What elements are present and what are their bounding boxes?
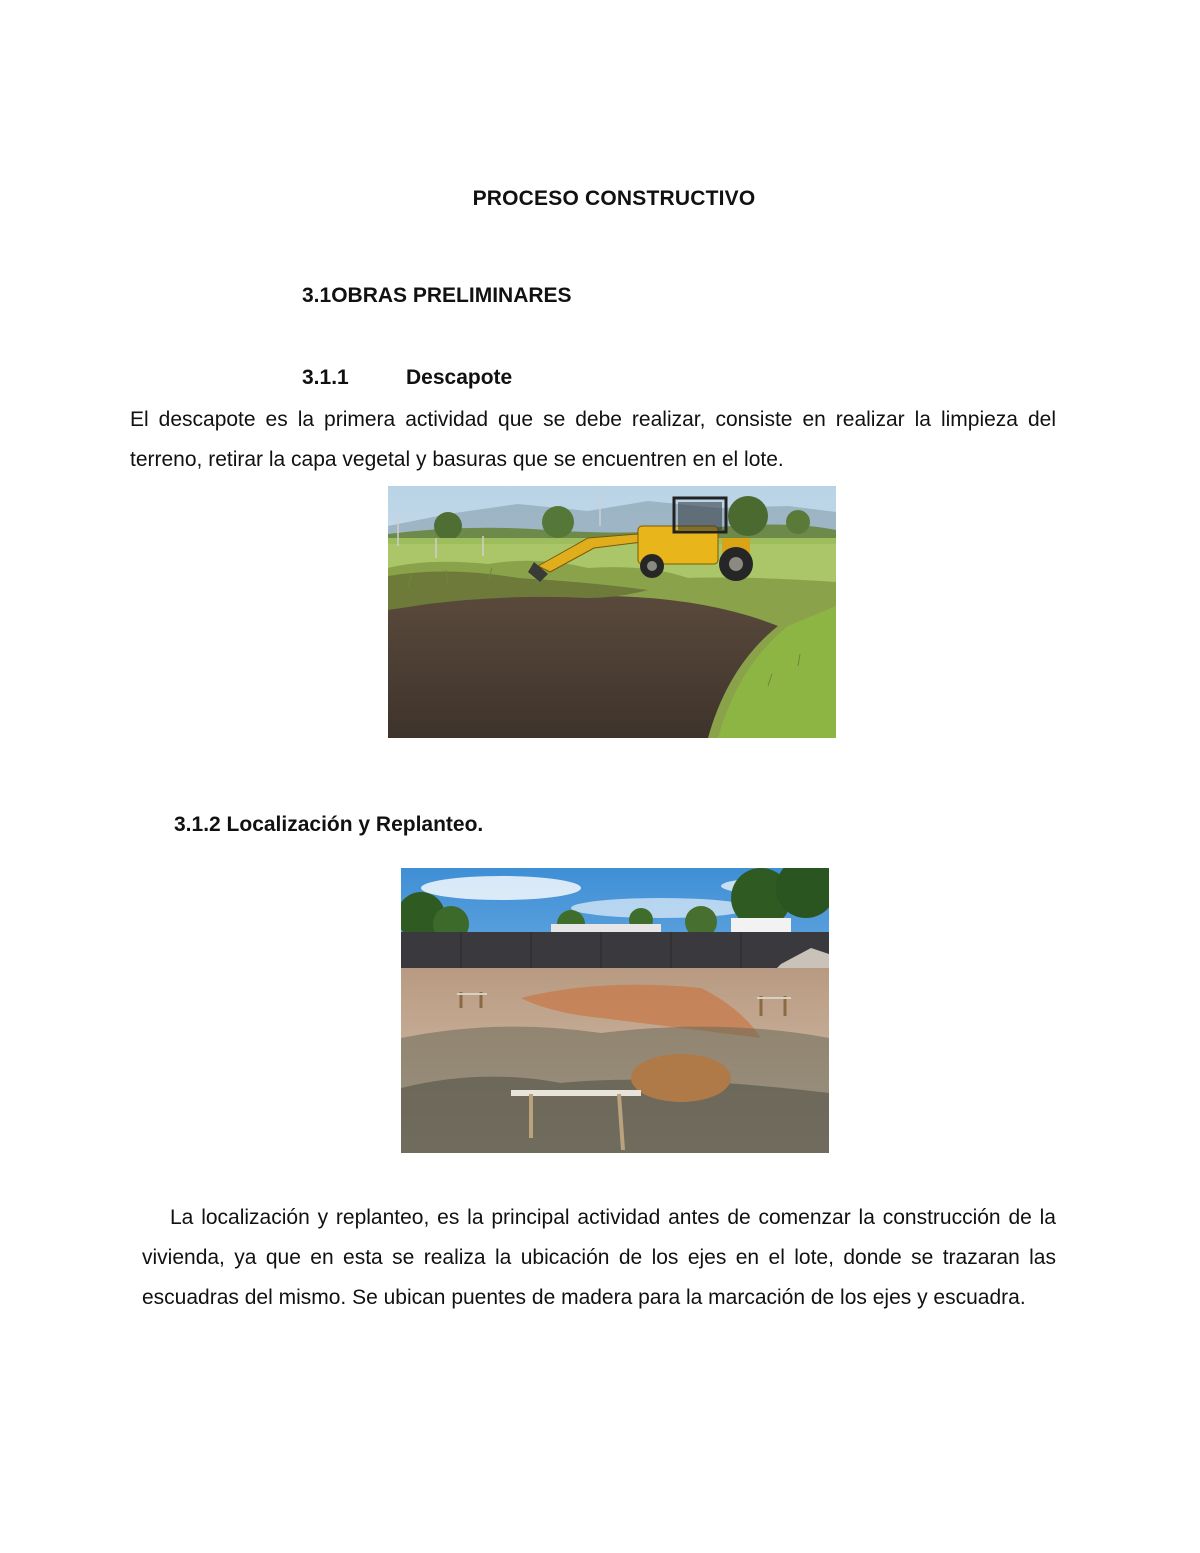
replanteo-photo xyxy=(401,868,829,1153)
descapote-photo xyxy=(388,486,836,738)
descapote-paragraph: El descapote es la primera actividad que se debe realizar, consiste en realizar la limpieza del terreno, retirar la capa vegetal y basuras que se encuentren en el lote. xyxy=(130,408,1056,471)
subsection-title: Descapote xyxy=(406,366,513,389)
page-title: PROCESO CONSTRUCTIVO xyxy=(472,187,756,210)
subsection-number: 3.1.1 xyxy=(302,366,349,389)
replanteo-paragraph: La localización y replanteo, es la principal actividad antes de comenzar la construcción de la vivienda, ya que en esta se realiza la ubicación de los ejes en el lote, donde se trazaran las escuadras del mismo. Se ubican puentes de madera para la marcación de los ejes y escuadra. xyxy=(142,1206,1056,1309)
subsection-heading-localizacion: 3.1.2 Localización y Replanteo. xyxy=(174,813,484,836)
section-heading: 3.1OBRAS PRELIMINARES xyxy=(302,284,572,307)
